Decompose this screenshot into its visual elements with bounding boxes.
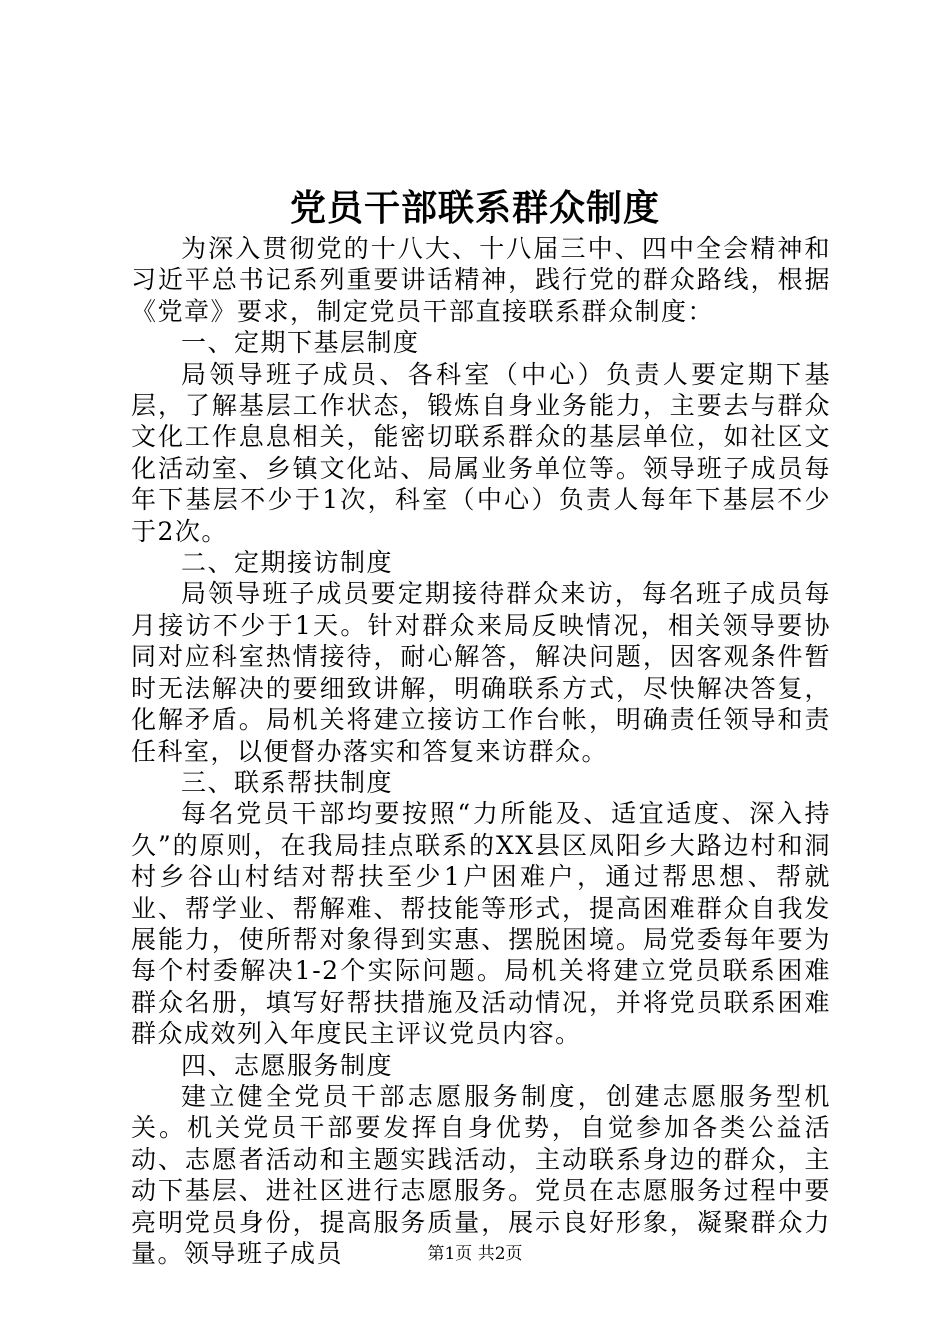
document-title: 党员干部联系群众制度 (289, 187, 660, 229)
section-paragraph-2: 局领导班子成员要定期接待群众来访，每名班子成员每月接访不少于1天。针对群众来局反映情况，相关领导要协同对应科室热情接待，耐心解答，解决问题，因客观条件暂时无法解决的要细致讲解，明确联系方式，尽快解决答复，化解矛盾。局机关将建立接访工作台帐，明确责任领导和责任科室，以便督办落实和答复来访群众。 (131, 579, 831, 766)
section-heading-4: 四、志愿服务制度 (181, 1050, 394, 1080)
section-heading-1: 一、定期下基层制度 (181, 328, 420, 358)
section-paragraph-1: 局领导班子成员、各科室（中心）负责人要定期下基层，了解基层工作状态，锻炼自身业务能力，主要去与群众文化工作息息相关，能密切联系群众的基层单位，如社区文化活动室、乡镇文化站、局属业务单位等。领导班子成员每年下基层不少于1次，科室（中心）负责人每年下基层不少于2次。 (131, 359, 831, 546)
section-heading-2: 二、定期接访制度 (181, 548, 394, 578)
document-body (131, 233, 831, 1269)
section-heading-3: 三、联系帮扶制度 (181, 767, 394, 797)
intro-paragraph: 为深入贯彻党的十八大、十八届三中、四中全会精神和习近平总书记系列重要讲话精神，践行党的群众路线，根据《党章》要求，制定党员干部直接联系群众制度： (131, 234, 831, 326)
section-paragraph-4: 建立健全党员干部志愿服务制度，创建志愿服务型机关。机关党员干部要发挥自身优势，自觉参加各类公益活动、志愿者活动和主题实践活动，主动联系身边的群众，主动下基层、进社区进行志愿服务。党员在志愿服务过程中要亮明党员身份，提高服务质量，展示良好形象，凝聚群众力量。领导班子成员 (131, 1081, 831, 1268)
page-number-footer: 第1页 共2页 (427, 1244, 523, 1264)
section-paragraph-3: 每名党员干部均要按照“力所能及、适宜适度、深入持久”的原则，在我局挂点联系的XX县区凤阳乡大路边村和洞村乡谷山村结对帮扶至少1户困难户，通过帮思想、帮就业、帮学业、帮解难、帮技能等形式，提高困难群众自我发展能力，使所帮对象得到实惠、摆脱困境。局党委每年要为每个村委解决1-2个实际问题。局机关将建立党员联系困难群众名册，填写好帮扶措施及活动情况，并将党员联系困难群众成效列入年度民主评议党员内容。 (131, 799, 831, 1049)
